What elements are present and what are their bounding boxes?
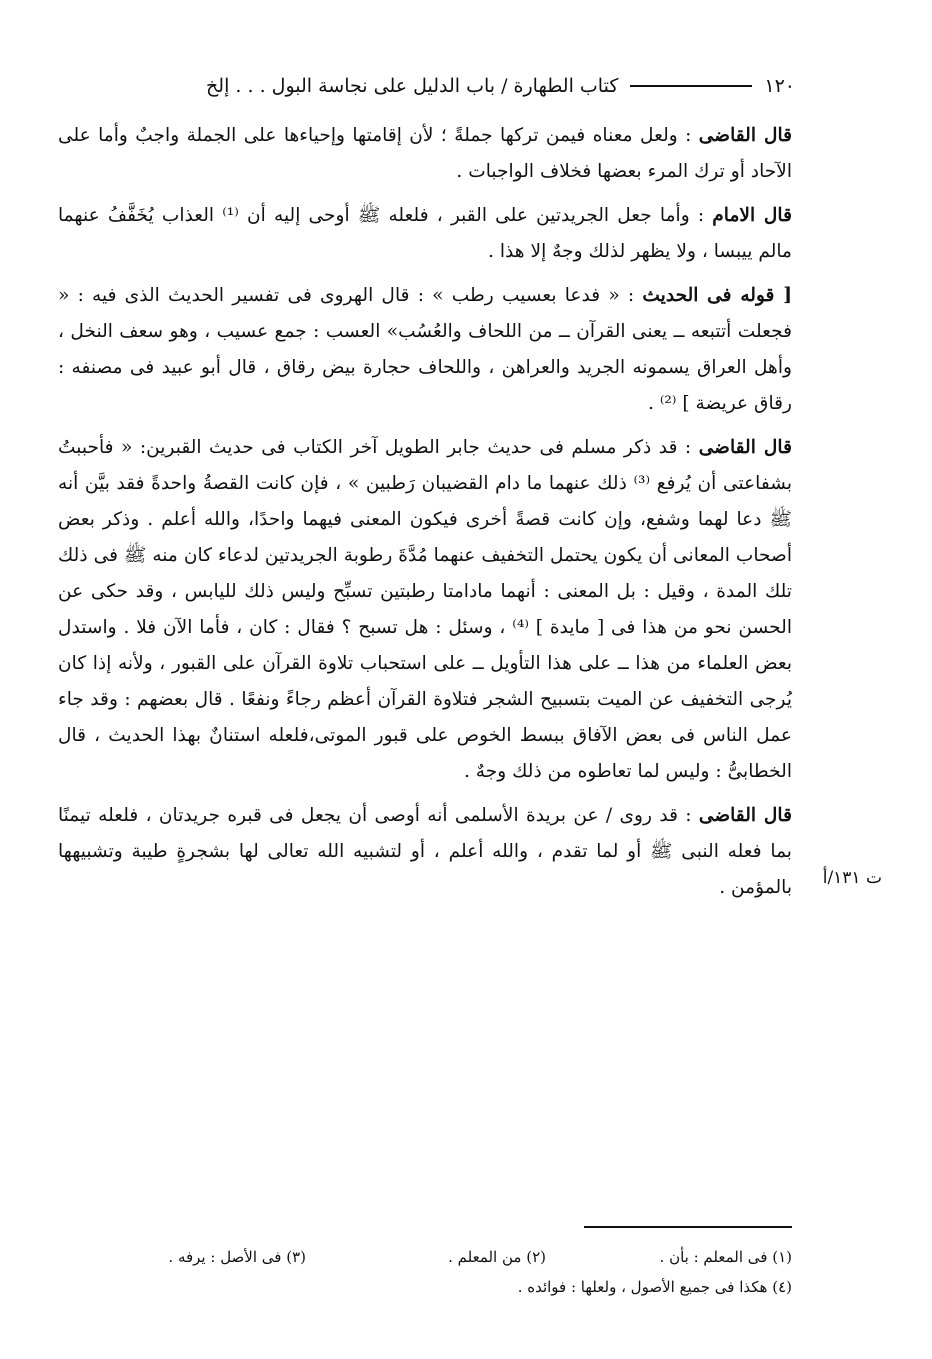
footnote-1: (١) فى المعلم : بأن . <box>659 1248 792 1266</box>
paragraph <box>58 118 792 190</box>
paragraph-text: : « فدعا بعسيب رطب » : قال الهروى فى تفسير الحديث الذى فيه : « فجعلت أتتبعه ــ يعنى القرآن ــ من اللحاف والعُسُب» العسب : جمع عسيب ، وهو سعف النخل ، وأهل العراق يسمونه الجريد والعراهن ، واللحاف حجارة بيض رقاق ، قال أبو عبيد فى مصنفه : رقاق عريضة ] ⁽²⁾ . <box>58 285 792 414</box>
footnotes <box>58 1242 792 1302</box>
paragraph-label: قال الامام <box>712 205 792 226</box>
page-header <box>55 68 795 104</box>
paragraph-text: : ولعل معناه فيمن تركها جملةً ؛ لأن إقامتها وإحياءها على الجملة واجبٌ وأما على الآحاد أو ترك المرء بعضها فخلاف الواجبات . <box>58 125 792 182</box>
paragraph-text: : قد ذكر مسلم فى حديث جابر الطويل آخر الكتاب فى حديث القبرين: « فأحببتُ بشفاعتى أن يُرفع ⁽³⁾ ذلك عنهما ما دام القضيبان رَطبين » ، فإن كانت القصةُ واحدةً فقد بيَّن أنه ﷺ دعا لهما وشفع، وإن كانت قصةً أخرى فيكون المعنى فيهما واحدًا، والله أعلم . وذكر بعض أصحاب المعانى أن يكون يحتمل التخفيف عنهما مُدَّةَ رطوبة الجريدتين لدعاء كان منه ﷺ فى ذلك تلك المدة ، وقيل : بل المعنى : أنهما مادامتا رطبتين تسبِّح وليس ذلك لليابس ، وقد حكى عن الحسن نحو من هذا فى [ مايدة ] ⁽⁴⁾ ، وسئل : هل تسبح ؟ فقال : كان ، فأما الآن فلا . واستدل بعض العلماء من هذا ــ على هذا التأويل ــ على استحباب تلاوة القرآن على القبور ، ولأنه إذا كان يُرجى التخفيف عن الميت بتسبيح الشجر فتلاوة القرآن أعظم رجاءً ونفعًا . قال بعضهم : وقد جاء عمل الناس فى بعض الآفاق ببسط الخوص على قبور الموتى،فلعله استنانٌ بهذا الحديث ، قال الخطابىُّ : وليس لما تعاطوه من ذلك وجهٌ . <box>58 437 793 782</box>
footnote-4: (٤) هكذا فى جميع الأصول ، ولعلها : فوائده . <box>517 1278 792 1296</box>
page-number: ١٢٠ <box>764 75 795 97</box>
paragraph-text: : قد روى / عن بريدة الأسلمى أنه أوصى أن يجعل فى قبره جريدتان ، فلعله تيمنًا بما فعله النبى ﷺ أو لما تقدم ، والله أعلم ، أو لتشبيه الله تعالى لها بشجرةٍ طيبة وتشبيهها بالمؤمن . <box>58 805 792 898</box>
manuscript-folio-note: ت ١٣١/أ <box>822 868 882 888</box>
footnote-row <box>58 1272 792 1302</box>
paragraph-label: قال القاضى <box>698 125 793 146</box>
footnote-separator <box>584 1226 792 1228</box>
paragraph <box>58 278 792 422</box>
paragraph <box>58 798 792 906</box>
paragraph-label: قال القاضى <box>698 437 792 458</box>
paragraph-label: قال القاضى <box>698 805 792 826</box>
footnote-3: (٣) فى الأصل : يرفه . <box>168 1248 306 1266</box>
paragraph <box>58 430 792 790</box>
paragraph-text: : وأما جعل الجريدتين على القبر ، فلعله ﷺ أوحى إليه أن ⁽¹⁾ العذاب يُخَفَّفُ عنهما مالم ييبسا ، ولا يظهر لذلك وجهٌ إلا هذا . <box>58 205 792 262</box>
paragraph-label: [ قوله فى الحديث <box>642 285 792 306</box>
paragraph <box>58 198 792 270</box>
main-text <box>58 118 792 914</box>
running-title: كتاب الطهارة / باب الدليل على نجاسة البول . . . إلخ <box>206 75 619 97</box>
footnote-row <box>58 1242 792 1272</box>
header-rule <box>630 85 752 87</box>
footnote-2: (٢) من المعلم . <box>448 1248 546 1266</box>
